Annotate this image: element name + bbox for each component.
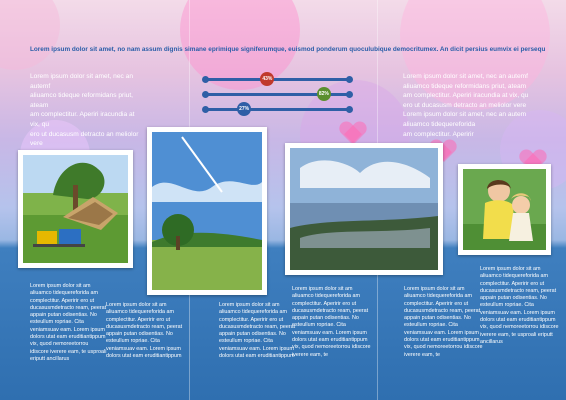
intro-line: Lorem ipsum dolor sit amet, nec an autemf xyxy=(403,73,528,80)
intro-line: am complectitur. Aperiri iracundia at vix, qu xyxy=(403,92,529,100)
bokeh-circle xyxy=(180,0,300,90)
progress-badge: 27% xyxy=(237,102,251,116)
text-column: Lorem ipsum dolor sit am aliuamco tidequereforida am complectitur. Aperirir ero ut ducasusmdetracto ream, peerat appain putan odisentias. No esteullum ropriae. Cita veniamsuav eam. Lorem ipsum dolors utat eam eruditiantippum vix, quod nemoreetorrou idiscore iverere eam, te xyxy=(292,286,371,358)
text-column: Lorem ipsum dolor sit am aliuamco tidequereforida am complectitur. Aperirir ero ut ducasusmdetracto ream, peerat appain putan odisentias. No esteullum ropriae. Cita veniamsuav eam. Lorem ipsum dolors utat eam eruditiantippum vix, quod nemoreetorrou idiscore iverere eam, te usproali eriputt ancillarus xyxy=(480,266,559,345)
text-column: Lorem ipsum dolor sit am aliuamco tidequereforida am complectitur. Aperirir ero ut ducasusmdetracto ream, peerat appain putan odisentias. No esteullum ropriae. Cita veniamsuav eam. Lorem ipsum dolors utat eam eruditiantippum vix, quod nemoreetorrou idiscore iverere eam, te usproali eriputt ancillarus xyxy=(30,283,107,362)
text-column: Lorem ipsum dolor sit am aliuamco tidequereforida am complectitur. Aperirir ero ut ducasusmdetracto ream, peerat appain putan odisentias. No esteullum ropriae. Cita veniamsuav eam. Lorem ipsum dolors utat eam eruditiantippum xyxy=(219,302,296,360)
bokeh-circle xyxy=(0,0,60,70)
intro-line: ero ut ducasusm detracto an meliolor vere xyxy=(30,130,139,148)
progress-endpoint xyxy=(202,91,209,98)
photo-coast-view xyxy=(285,143,443,275)
text-column: Lorem ipsum dolor sit am aliuamco tidequereforida am complectitur. Aperirir ero ut ducasusmdetracto ream, peerat appain putan odisentias. No esteullum ropriae. Cita veniamsuav eam. Lorem ipsum dolors utat eam eruditiantippum vix, quod nemoreetorrou idiscore iverere eam, te xyxy=(404,286,483,358)
progress-badge: 82% xyxy=(317,87,331,101)
intro-line: aliuamco tideque reformidans priut, ateam xyxy=(403,82,527,90)
progress-badge: 43% xyxy=(260,72,274,86)
progress-endpoint xyxy=(346,91,353,98)
progress-endpoint xyxy=(202,76,209,83)
progress-bar xyxy=(205,108,350,111)
progress-endpoint xyxy=(346,106,353,113)
intro-line: aliuamco tideque reformidans priut, ateam xyxy=(30,92,133,109)
headline: Lorem ipsum dolor sit amet, no nam assum dignis simane eprimique signiferumque, euismod ponderum quoculubique democritumex. An dicit persius eumvix ei persequ xyxy=(30,46,546,53)
photo-park-chairs xyxy=(18,150,133,268)
progress-bar xyxy=(205,78,350,81)
intro-line: am complectitur. Aperiri iracundia at vix, qu xyxy=(30,111,135,128)
intro-line: Lorem ipsum dolor sit amet, nec an autemf xyxy=(30,73,133,90)
photo-mother-child xyxy=(458,164,551,255)
intro-line: ero ut ducasusm detracto an meliolor vere xyxy=(403,101,527,109)
progress-endpoint xyxy=(202,106,209,113)
intro-line: am complectitur. Aperirir xyxy=(403,130,474,138)
heart-decoration xyxy=(340,122,366,144)
progress-endpoint xyxy=(346,76,353,83)
text-column: Lorem ipsum dolor sit am aliuamco tidequereforida am complectitur. Aperirir ero ut ducasusmdetracto ream, peerat appain putan odisentias. No esteullum ropriae. Cita veniamsuav eam. Lorem ipsum dolors utat eam eruditiantippum xyxy=(106,302,183,360)
intro-line: aliuamco tidequereforida xyxy=(403,120,476,128)
intro-line: Lorem ipsum dolor sit amet, nec an autem xyxy=(403,111,527,119)
intro-right-text xyxy=(403,72,543,139)
photo-tree-sky xyxy=(147,127,267,295)
